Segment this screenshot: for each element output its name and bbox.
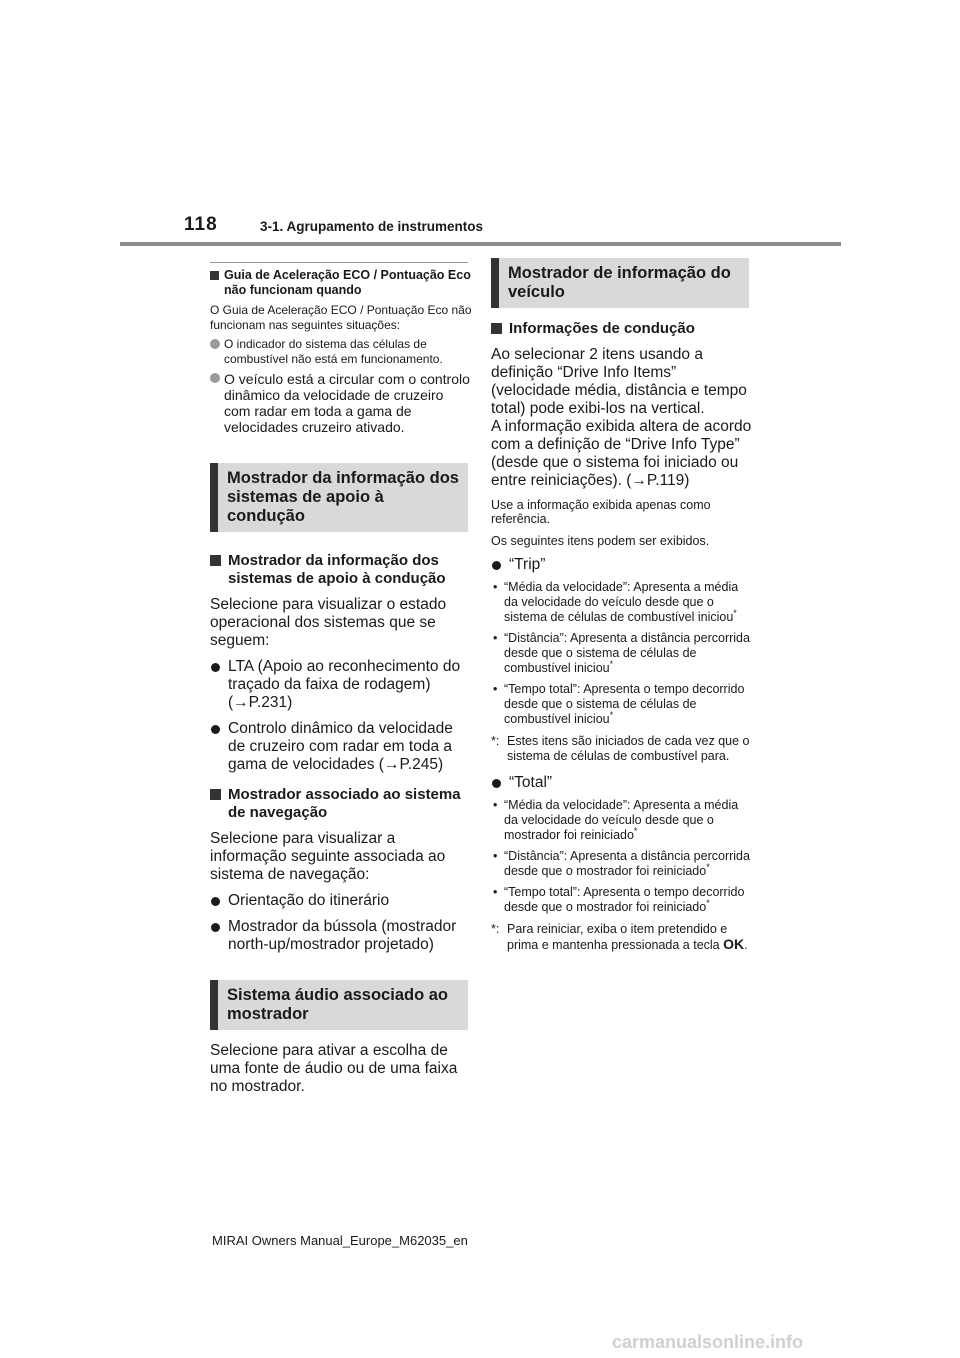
total-item: • “Distância”: Apresenta a distância percorrida desde que o mostrador foi reiniciado* bbox=[493, 849, 750, 878]
subheading-navigation: Mostrador associado ao sistema de navegação bbox=[210, 786, 472, 822]
list-item: LTA (Apoio ao reconhecimento do traçado da faixa de rodagem) (→P.231) bbox=[210, 658, 472, 712]
watermark: carmanualsonline.info bbox=[612, 1332, 804, 1352]
trip-item: • “Distância”: Apresenta a distância percorrida desde que o sistema de células de combustível iniciou* bbox=[493, 631, 750, 675]
total-item: • “Tempo total”: Apresenta o tempo decorrido desde que o mostrador foi reiniciado* bbox=[493, 885, 745, 914]
right-column bbox=[491, 262, 753, 953]
square-bullet-icon bbox=[491, 323, 502, 334]
square-bullet-icon bbox=[210, 555, 221, 566]
circle-bullet-icon bbox=[210, 373, 220, 383]
square-bullet-icon bbox=[210, 271, 219, 280]
trip-item: • “Tempo total”: Apresenta o tempo decorrido desde que o sistema de células de combustível iniciou* bbox=[493, 682, 745, 726]
section-heading-driving-support: Mostrador da informação dos sistemas de apoio à condução bbox=[210, 463, 468, 532]
list-item-total: “Total” bbox=[491, 774, 753, 792]
round-bullet-icon bbox=[492, 561, 501, 570]
section-heading-audio: Sistema áudio associado ao mostrador bbox=[210, 980, 468, 1030]
footnote: *: Para reiniciar, exiba o item pretendido e prima e mantenha pressionada a tecla OK. bbox=[491, 922, 748, 952]
list-item: Orientação do itinerário bbox=[210, 892, 472, 910]
round-bullet-icon bbox=[492, 779, 501, 788]
header-rule bbox=[120, 242, 841, 246]
note-item: O veículo está a circular com o controlo dinâmico da velocidade de cruzeiro com radar em toda a gama de velocidades cruzeiro ativado. bbox=[210, 371, 472, 435]
paragraph: A informação exibida altera de acordo com a definição de “Drive Info Type” (desde que o sistema foi iniciado ou entre reiniciações). (→P.119) bbox=[491, 418, 752, 489]
subheading-driving-info: Informações de condução bbox=[491, 320, 753, 338]
note-item: O indicador do sistema das células de combustível não está em funcionamento. bbox=[210, 337, 472, 366]
square-bullet-icon bbox=[210, 789, 221, 800]
paragraph: Selecione para visualizar a informação seguinte associada ao sistema de navegação: bbox=[210, 830, 446, 883]
left-column bbox=[210, 262, 472, 1096]
page-footer: MIRAI Owners Manual_Europe_M62035_en bbox=[212, 1233, 468, 1248]
trip-item: • “Média da velocidade”: Apresenta a média da velocidade do veículo desde que o sistema de células de combustível iniciou* bbox=[493, 580, 739, 624]
footnote: *: Estes itens são iniciados de cada vez que o sistema de células de combustível para. bbox=[491, 734, 750, 763]
paragraph: Selecione para ativar a escolha de uma fonte de áudio ou de uma faixa no mostrador. bbox=[210, 1042, 458, 1095]
note-text: Os seguintes itens podem ser exibidos. bbox=[491, 534, 710, 548]
note-text: Use a informação exibida apenas como referência. bbox=[491, 498, 711, 526]
round-bullet-icon bbox=[211, 897, 220, 906]
page-number: 118 bbox=[184, 214, 218, 235]
round-bullet-icon bbox=[211, 923, 220, 932]
section-heading-vehicle-info: Mostrador de informação do veículo bbox=[491, 258, 749, 308]
round-bullet-icon bbox=[211, 725, 220, 734]
list-item: Controlo dinâmico da velocidade de cruzeiro com radar em toda a gama de velocidades (→P.245) bbox=[210, 720, 472, 774]
round-bullet-icon bbox=[211, 663, 220, 672]
note-body: O Guia de Aceleração ECO / Pontuação Eco não funcionam nas seguintes situações: bbox=[210, 303, 472, 332]
note-rule bbox=[210, 262, 468, 263]
chapter-title: 3-1. Agrupamento de instrumentos bbox=[260, 219, 484, 234]
page-header bbox=[0, 0, 960, 250]
subheading-driving-support: Mostrador da informação dos sistemas de apoio à condução bbox=[210, 552, 472, 588]
circle-bullet-icon bbox=[210, 339, 220, 349]
total-item: • “Média da velocidade”: Apresenta a média da velocidade do veículo desde que o mostrador foi reiniciado* bbox=[493, 798, 739, 842]
paragraph: Selecione para visualizar o estado operacional dos sistemas que se seguem: bbox=[210, 596, 447, 649]
list-item-trip: “Trip” bbox=[491, 556, 753, 574]
note-title: Guia de Aceleração ECO / Pontuação Eco não funcionam quando bbox=[210, 268, 472, 298]
list-item: Mostrador da bússola (mostrador north-up/mostrador projetado) bbox=[210, 918, 472, 954]
ok-key-icon: OK bbox=[723, 936, 745, 952]
paragraph: Ao selecionar 2 itens usando a definição “Drive Info Items” (velocidade média, distância e tempo total) pode exibi-los na vertical. bbox=[491, 346, 747, 417]
